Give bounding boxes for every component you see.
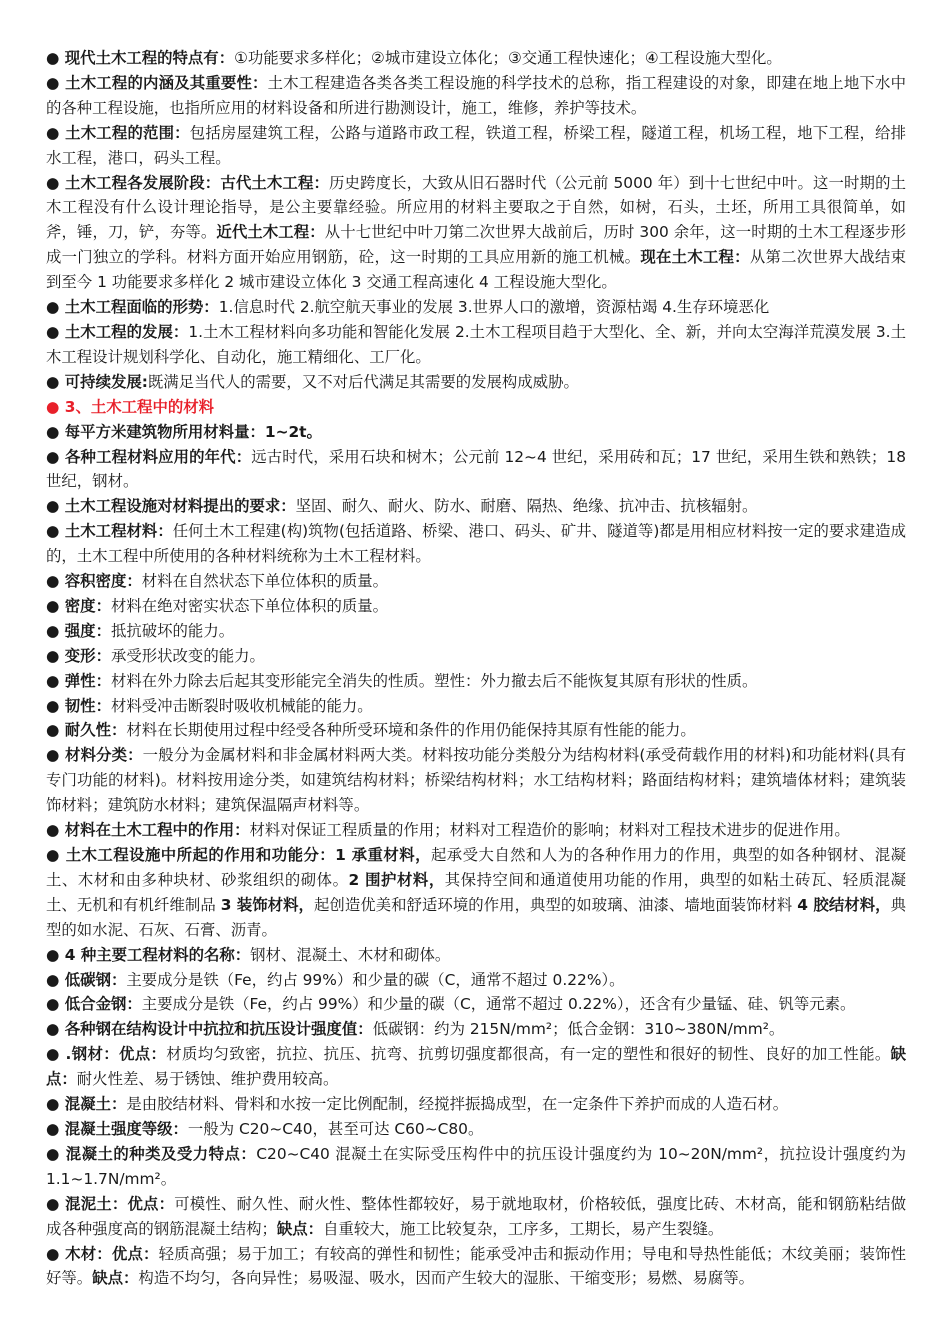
paragraph bbox=[46, 843, 906, 943]
bold-term: 缺点： bbox=[276, 1219, 324, 1238]
bold-term: ● 低合金钢： bbox=[46, 995, 142, 1014]
paragraph bbox=[46, 818, 906, 843]
body-text: 轻质高强；易于加工；有较高的弹性和韧性；能承受冲击和振动作用；导电和导热性能低；木纹美丽；装饰性好等。 bbox=[46, 1244, 906, 1288]
bold-term: 2 围护材料， bbox=[348, 870, 445, 889]
bold-term: ● .钢材：优点： bbox=[46, 1045, 167, 1064]
bold-term: ● 耐久性： bbox=[46, 721, 127, 740]
paragraph bbox=[46, 694, 906, 719]
bold-term: ● 土木工程材料： bbox=[46, 522, 173, 541]
body-text: 1.土木工程材料向多功能和智能化发展 2.土木工程项目趋于大型化、全、新，并向太空海洋荒漠发展 3.土木工程设计规划科学化、自动化，施工精细化、工厂化。 bbox=[46, 322, 906, 366]
paragraph bbox=[46, 420, 906, 445]
bold-term: ● 每平方米建筑物所用材料量：1~2t。 bbox=[46, 422, 322, 441]
body-text: 其保持空间和通道使用功能的作用，典型的如粘土砖瓦、轻质混凝土、无机和有机纤维制品 bbox=[46, 870, 906, 914]
body-text: 构造不均匀，各向异性；易吸湿、吸水，因而产生较大的湿胀、干缩变形；易燃、易腐等。 bbox=[138, 1269, 755, 1288]
bold-term: ● 混凝土的种类及受力特点： bbox=[46, 1144, 257, 1163]
bold-term: ● 土木工程的范围： bbox=[46, 123, 190, 142]
body-text: 是由胶结材料、骨料和水按一定比例配制，经搅拌振捣成型，在一定条件下养护而成的人造石材。 bbox=[126, 1095, 789, 1114]
paragraph bbox=[46, 1017, 906, 1042]
body-text: 材料在绝对密实状态下单位体积的质量。 bbox=[110, 596, 389, 615]
body-text: 可模性、耐久性、耐火性、整体性都较好，易于就地取材，价格较低，强度比砖、木材高，能和钢筋粘结做成各种强度高的钢筋混凝土结构； bbox=[46, 1194, 906, 1238]
body-text: 包括房屋建筑工程，公路与道路市政工程，铁道工程，桥梁工程，隧道工程，机场工程，地下工程，给排水工程，港口，码头工程。 bbox=[46, 123, 906, 167]
bold-term: ● 混凝土： bbox=[46, 1095, 127, 1114]
bold-term: ● 现代土木工程的特点有： bbox=[46, 49, 235, 67]
bold-term: ● 混凝土强度等级： bbox=[46, 1119, 188, 1138]
body-text: 材料对保证工程质量的作用；材料对工程造价的影响；材料对工程技术进步的促进作用。 bbox=[249, 821, 850, 840]
bold-term: 古代土木工程： bbox=[220, 173, 330, 192]
bold-term: 近代土木工程： bbox=[216, 223, 325, 242]
bold-term: ● 土木工程面临的形势： bbox=[46, 298, 219, 317]
bold-term: ● 土木工程设施对材料提出的要求： bbox=[46, 497, 296, 516]
body-text: 主要成分是铁（Fe，约占 99%）和少量的碳（C，通常不超过 0.22%）。 bbox=[126, 970, 625, 989]
bold-term: ● 土木工程各发展阶段： bbox=[46, 173, 221, 192]
paragraph bbox=[46, 1142, 906, 1192]
bold-term: ● 混泥土：优点： bbox=[46, 1194, 175, 1213]
body-text: 土木工程建造各类各类工程设施的科学技术的总称，指工程建设的对象，即建在地上地下水中的各种工程设施，也指所应用的材料设备和所进行勘测设计，施工，维修，养护等技术。 bbox=[46, 73, 906, 117]
paragraph bbox=[46, 992, 906, 1017]
body-text: 主要成分是铁（Fe，约占 99%）和少量的碳（C，通常不超过 0.22%），还含有少量锰、硅、钒等元素。 bbox=[141, 995, 856, 1014]
paragraph bbox=[46, 1117, 906, 1142]
bold-term: ● 材料分类： bbox=[46, 746, 143, 765]
bold-term: ● 材料在土木工程中的作用： bbox=[46, 821, 250, 840]
paragraph bbox=[46, 718, 906, 743]
paragraph bbox=[46, 594, 906, 619]
bold-term: 3 装饰材料， bbox=[220, 895, 314, 914]
paragraph bbox=[46, 1242, 906, 1292]
body-text: 一般为 C20~C40，甚至可达 C60~C80。 bbox=[187, 1119, 484, 1138]
paragraph bbox=[46, 295, 906, 320]
bold-term: ● 容积密度： bbox=[46, 572, 142, 591]
bold-term: ● 弹性： bbox=[46, 671, 111, 690]
paragraph bbox=[46, 669, 906, 694]
paragraph bbox=[46, 743, 906, 818]
section-heading: ● 3、土木工程中的材料 bbox=[46, 397, 215, 416]
body-text: ①功能要求多样化；②城市建设立体化；③交通工程快速化；④工程设施大型化。 bbox=[234, 49, 782, 67]
bold-term: ● 木材：优点： bbox=[46, 1244, 159, 1263]
bold-term: ● 强度： bbox=[46, 621, 111, 640]
paragraph bbox=[46, 1192, 906, 1242]
paragraph bbox=[46, 943, 906, 968]
body-text: 既满足当代人的需要，又不对后代满足其需要的发展构成威胁。 bbox=[147, 372, 579, 391]
bold-term: ● 变形： bbox=[46, 646, 111, 665]
body-text: 1.信息时代 2.航空航天事业的发展 3.世界人口的激增，资源枯竭 4.生存环境恶化 bbox=[218, 298, 770, 317]
body-text: 从第二次世界大战结束到至今 1 功能要求多样化 2 城市建设立体化 3 交通工程高速化 4 工程设施大型化。 bbox=[46, 248, 906, 292]
paragraph bbox=[46, 121, 906, 171]
body-text: 材料在自然状态下单位体积的质量。 bbox=[141, 572, 389, 591]
body-text: 材料受冲击断裂时吸收机械能的能力。 bbox=[110, 696, 373, 715]
body-text: 承受形状改变的能力。 bbox=[110, 646, 265, 665]
paragraph bbox=[46, 1092, 906, 1117]
body-text: 低碳钢：约为 215N/mm²；低合金钢：310~380N/mm²。 bbox=[372, 1020, 785, 1039]
paragraph bbox=[46, 171, 906, 296]
body-text: 任何土木工程建(构)筑物(包括道路、桥梁、港口、码头、矿井、隧道等)都是用相应材料按一定的要求建造成的，土木工程中所使用的各种材料统称为土木工程材料。 bbox=[46, 522, 906, 566]
paragraph bbox=[46, 445, 906, 495]
paragraph bbox=[46, 46, 906, 71]
bold-term: ● 土木工程设施中所起的作用和功能分： bbox=[46, 846, 336, 864]
paragraph bbox=[46, 519, 906, 569]
body-text: 起承受大自然和人为的各种作用力的作用，典型的如各种钢材、混凝土、木材和由多种块材、砂浆组织的砌体。 bbox=[46, 846, 906, 889]
body-text: 材料在长期使用过程中经受各种所受环境和条件的作用仍能保持其原有性能的能力。 bbox=[126, 721, 696, 740]
body-text: 耐火性差、易于锈蚀、维护费用较高。 bbox=[76, 1070, 339, 1089]
body-text: 坚固、耐久、耐火、防水、耐磨、隔热、绝缘、抗冲击、抗核辐射。 bbox=[295, 497, 758, 516]
paragraph bbox=[46, 320, 906, 370]
bold-term: 缺点： bbox=[46, 1045, 906, 1089]
body-text: 历史跨度长，大致从旧石器时代（公元前 5000 年）到十七世纪中叶。这一时期的土木工程没有什么设计理论指导，是公主要靠经验。所应用的材料主要取之于自然，如树，石头，土坯，所用工具很简单，如斧，锤，刀，铲，夯等。 bbox=[46, 173, 906, 242]
paragraph bbox=[46, 644, 906, 669]
body-text: 一般分为金属材料和非金属材料两大类。材料按功能分类般分为结构材料(承受荷载作用的材料)和功能材料(具有专门功能的材料)。材料按用途分类，如建筑结构材料；桥梁结构材料；水工结构材料；路面结构材料；建筑墙体材料；建筑装饰材料；建筑防水材料；建筑保温隔声材料等。 bbox=[46, 746, 907, 815]
bold-term: 1 承重材料， bbox=[335, 846, 431, 864]
bold-term: 4 胶结材料， bbox=[797, 895, 891, 914]
bold-term: ● 各种工程材料应用的年代： bbox=[46, 447, 252, 466]
paragraph bbox=[46, 494, 906, 519]
bold-term: ● 土木工程的内涵及其重要性： bbox=[46, 73, 268, 92]
paragraph bbox=[46, 569, 906, 594]
body-text: C20~C40 混凝土在实际受压构件中的抗压设计强度约为 10~20N/mm²，抗拉设计强度约为 1.1~1.7N/mm²。 bbox=[46, 1144, 906, 1188]
bold-term: ● 土木工程的发展： bbox=[46, 322, 189, 341]
body-text: 钢材、混凝土、木材和砌体。 bbox=[250, 945, 451, 964]
body-text: 材料在外力除去后起其变形能完全消失的性质。塑性：外力撤去后不能恢复其原有形状的性质。 bbox=[110, 671, 758, 690]
bold-term: ● 低碳钢： bbox=[46, 970, 127, 989]
bold-term: ● 密度： bbox=[46, 596, 111, 615]
bold-term: ● 可持续发展: bbox=[46, 372, 148, 391]
paragraph bbox=[46, 395, 906, 420]
body-text: 材质均匀致密，抗拉、抗压、抗弯、抗剪切强度都很高，有一定的塑性和很好的韧性、良好的加工性能。 bbox=[166, 1045, 891, 1064]
bold-term: 缺点： bbox=[92, 1269, 139, 1288]
bold-term: ● 4 种主要工程材料的名称： bbox=[46, 945, 251, 964]
paragraph bbox=[46, 71, 906, 121]
body-text: 从十七世纪中叶刀第二次世界大战前后，历时 300 余年，这一时期的土木工程逐步形成一门独立的学科。材料方面开始应用钢筋，砼，这一时期的工具应用新的施工机械。 bbox=[46, 223, 906, 267]
body-text: 自重较大，施工比较复杂，工序多，工期长，易产生裂缝。 bbox=[323, 1219, 724, 1238]
bold-term: 现在土木工程： bbox=[640, 248, 750, 267]
paragraph bbox=[46, 370, 906, 395]
body-text: 远古时代，采用石块和树木；公元前 12~4 世纪，采用砖和瓦；17 世纪，采用生铁和熟铁；18 世纪，钢材。 bbox=[46, 447, 906, 491]
body-text: 典型的如水泥、石灰、石膏、沥青。 bbox=[46, 895, 906, 939]
paragraph bbox=[46, 1042, 906, 1092]
body-text: 起创造优美和舒适环境的作用，典型的如玻璃、油漆、墙地面装饰材料 bbox=[313, 895, 798, 914]
bold-term: ● 各种钢在结构设计中抗拉和抗压设计强度值： bbox=[46, 1020, 373, 1039]
bold-term: ● 韧性： bbox=[46, 696, 111, 715]
body-text: 抵抗破坏的能力。 bbox=[110, 621, 235, 640]
paragraph bbox=[46, 968, 906, 993]
paragraph bbox=[46, 619, 906, 644]
